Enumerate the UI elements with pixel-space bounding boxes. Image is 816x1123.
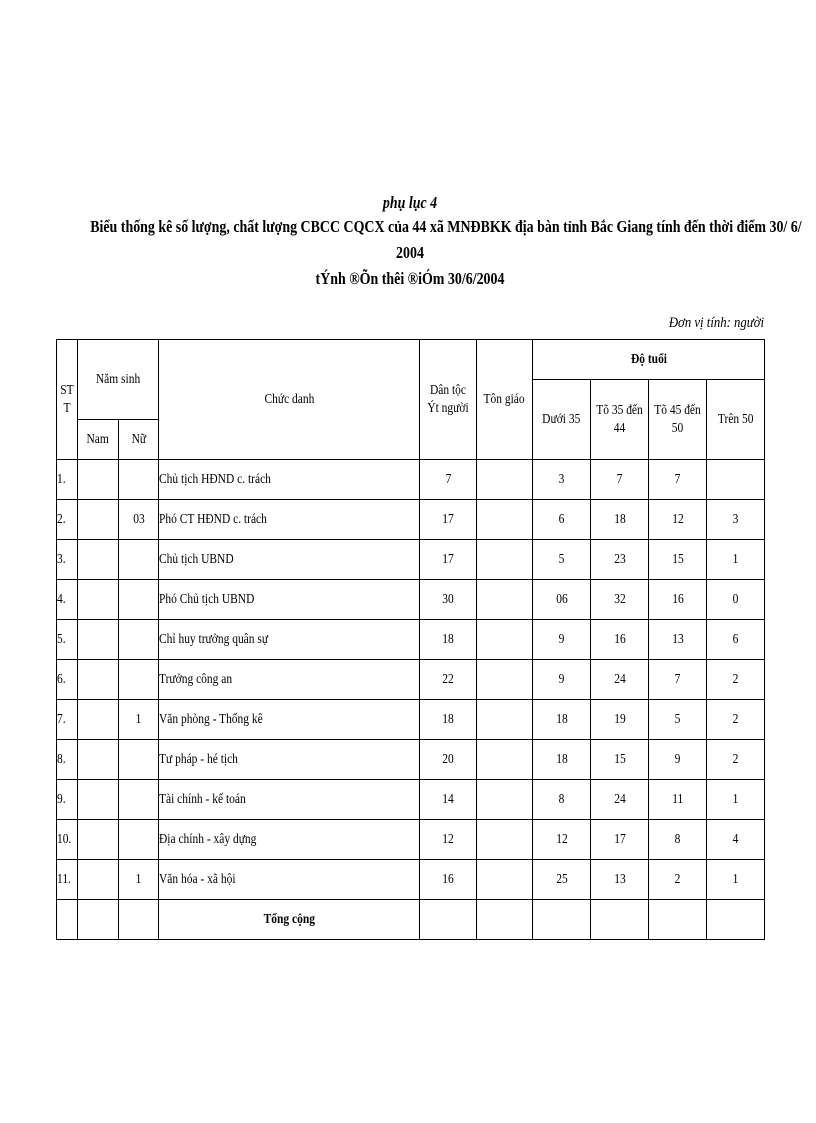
cell-tu-45 [649, 500, 707, 540]
cell-text: 9. [57, 791, 66, 807]
cell-nam [78, 820, 119, 860]
cell-nu [119, 460, 159, 500]
table-row [57, 660, 765, 700]
cell-text: 4 [732, 831, 739, 847]
cell-tu-35 [591, 460, 649, 500]
header-tren-50 [707, 380, 765, 460]
cell-tren-50 [707, 660, 765, 700]
report-date-line: tÝnh ®Õn thêi ®iÓm 30/6/2004 [315, 269, 505, 288]
cell-text: Tõ 35 đến 44 [596, 402, 643, 436]
cell-dan-toc [420, 740, 477, 780]
cell-dan-toc [420, 500, 477, 540]
cell-text: Nữ [131, 431, 146, 447]
cell-nam [78, 860, 119, 900]
cell-nam [78, 580, 119, 620]
cell-text: 6 [558, 511, 565, 527]
cell-text: 8 [674, 831, 681, 847]
report-title-year: 2004 [396, 243, 424, 262]
cell-duoi-35 [533, 820, 591, 860]
cell-text: 03 [132, 511, 145, 527]
cell-ton-giao [477, 500, 533, 540]
cell-tren-50 [707, 860, 765, 900]
header-dan-toc [420, 340, 477, 460]
cell-text: 13 [671, 631, 684, 647]
cell-stt [57, 740, 78, 780]
cell-text: 9 [674, 751, 681, 767]
cell-text: Độ tuổi [630, 351, 667, 367]
cell-text: Tôn giáo [483, 391, 526, 407]
table-row [57, 780, 765, 820]
header-tu-35-44 [591, 380, 649, 460]
cell-nu [119, 500, 159, 540]
cell-duoi-35 [533, 500, 591, 540]
cell-text: 17 [442, 511, 454, 527]
cell-chuc-danh [159, 620, 420, 660]
cell-text: Chỉ huy trưởng quân sự [159, 631, 269, 647]
cell-nu [119, 620, 159, 660]
cell-text: Chức danh [264, 391, 314, 407]
table-row [57, 860, 765, 900]
cell-text: 15 [671, 551, 684, 567]
cell-tu-45 [649, 700, 707, 740]
cell-text: Trên 50 [717, 411, 754, 427]
cell-tu-45 [649, 860, 707, 900]
cell-stt [57, 540, 78, 580]
appendix-title: phụ lục 4 [382, 193, 438, 212]
table-row [57, 540, 765, 580]
cell-text: 5 [674, 711, 681, 727]
cell-ton-giao [477, 780, 533, 820]
cell-text: Phó CT HĐND c. trách [159, 511, 267, 527]
cell-tu-45 [649, 660, 707, 700]
cell-text: 6 [732, 631, 739, 647]
cell-chuc-danh [159, 780, 420, 820]
cell-ton-giao [477, 700, 533, 740]
cell-text: 12 [671, 511, 684, 527]
cell-text: 18 [555, 751, 568, 767]
cell-nam [78, 620, 119, 660]
cell-ton-giao [477, 900, 533, 940]
cell-chuc-danh [159, 820, 420, 860]
cell-text: 7 [445, 471, 451, 487]
cell-tren-50 [707, 460, 765, 500]
cell-stt [57, 580, 78, 620]
cell-tu-45 [649, 780, 707, 820]
cell-duoi-35 [533, 700, 591, 740]
cell-ton-giao [477, 740, 533, 780]
cell-text: ST T [60, 382, 74, 416]
cell-nu [119, 780, 159, 820]
cell-nu [119, 860, 159, 900]
cell-stt [57, 660, 78, 700]
cell-text: 25 [555, 871, 568, 887]
cell-duoi-35 [533, 540, 591, 580]
cell-dan-toc [420, 540, 477, 580]
cell-text: 16 [613, 631, 626, 647]
cell-text: Văn phòng - Thống kê [159, 711, 263, 727]
cell-text: 24 [613, 671, 626, 687]
cell-chuc-danh [159, 700, 420, 740]
unit-label: Đơn vị tính: người [668, 315, 764, 331]
cell-text: 7. [57, 711, 66, 727]
cell-tu-35 [591, 740, 649, 780]
cell-tu-35 [591, 900, 649, 940]
cell-dan-toc [420, 620, 477, 660]
cell-tren-50 [707, 780, 765, 820]
cell-text: Tổng cộng [263, 911, 315, 927]
cell-duoi-35 [533, 780, 591, 820]
total-row [57, 900, 765, 940]
cell-tu-35 [591, 820, 649, 860]
header-nam [78, 420, 119, 460]
cell-dan-toc [420, 660, 477, 700]
cell-text: 0 [732, 591, 739, 607]
cell-stt [57, 620, 78, 660]
cell-text: Địa chính - xây dựng [159, 831, 257, 847]
cell-text: 8 [558, 791, 565, 807]
cell-stt [57, 780, 78, 820]
cell-tu-45 [649, 540, 707, 580]
cell-tren-50 [707, 580, 765, 620]
cell-tu-35 [591, 620, 649, 660]
cell-tren-50 [707, 700, 765, 740]
cell-tu-35 [591, 540, 649, 580]
header-nu [119, 420, 159, 460]
cell-tu-45 [649, 900, 707, 940]
cell-text: 23 [613, 551, 626, 567]
cell-chuc-danh [159, 660, 420, 700]
header-duoi-35 [533, 380, 591, 460]
cell-nu [119, 900, 159, 940]
cell-dan-toc [420, 580, 477, 620]
cell-text: Văn hóa - xã hội [159, 871, 236, 887]
cell-tren-50 [707, 500, 765, 540]
title-block [40, 192, 802, 292]
cell-nu [119, 580, 159, 620]
cell-nam [78, 540, 119, 580]
cell-stt [57, 460, 78, 500]
cell-text: 6. [57, 671, 66, 687]
cell-text: 13 [613, 871, 626, 887]
cell-dan-toc [420, 820, 477, 860]
cell-tu-45 [649, 580, 707, 620]
cell-ton-giao [477, 620, 533, 660]
table-row [57, 580, 765, 620]
cell-text: Chủ tịch HĐND c. trách [159, 471, 271, 487]
cell-nu [119, 820, 159, 860]
cell-text: 1 [732, 791, 739, 807]
cell-dan-toc [420, 700, 477, 740]
cell-text: 2 [732, 711, 739, 727]
cell-nam [78, 500, 119, 540]
cell-text: Nam [86, 431, 110, 447]
cell-duoi-35 [533, 580, 591, 620]
cell-text: Năm sinh [95, 371, 141, 387]
cell-text: 18 [613, 511, 626, 527]
cell-duoi-35 [533, 620, 591, 660]
report-title: Biểu thống kê số lượng, chất lượng CBCC CQCX của 44 xã MNĐBKK địa bàn tỉnh Bắc Giang tính đến thời điểm 30/ 6/ [90, 217, 802, 236]
cell-tren-50 [707, 740, 765, 780]
cell-text: 9 [558, 671, 565, 687]
cell-text: 11. [57, 871, 71, 887]
cell-text: 06 [555, 591, 568, 607]
cell-text: Chủ tịch UBND [159, 551, 234, 567]
cell-stt [57, 860, 78, 900]
cell-text: 2 [674, 871, 681, 887]
cell-text: 15 [613, 751, 626, 767]
cell-tu-45 [649, 620, 707, 660]
table-row [57, 460, 765, 500]
cell-chuc-danh [159, 860, 420, 900]
cell-ton-giao [477, 580, 533, 620]
cell-text: 30 [442, 591, 454, 607]
cell-ton-giao [477, 460, 533, 500]
cell-stt [57, 500, 78, 540]
cell-nam [78, 700, 119, 740]
statistics-table [56, 339, 765, 940]
header-nam-sinh [78, 340, 159, 420]
cell-ton-giao [477, 660, 533, 700]
cell-duoi-35 [533, 900, 591, 940]
cell-tren-50 [707, 620, 765, 660]
cell-text: 14 [442, 791, 454, 807]
cell-tu-35 [591, 660, 649, 700]
cell-tren-50 [707, 540, 765, 580]
cell-text: 22 [442, 671, 454, 687]
table-row [57, 620, 765, 660]
table-row [57, 700, 765, 740]
cell-text: 20 [442, 751, 454, 767]
cell-text: 1 [135, 871, 142, 887]
cell-text: 7 [616, 471, 623, 487]
cell-text: 18 [442, 631, 454, 647]
header-stt [57, 340, 78, 460]
cell-text: Dưới 35 [542, 411, 581, 427]
cell-text: 1. [57, 471, 66, 487]
cell-text: 7 [674, 671, 681, 687]
cell-text: 1 [732, 551, 739, 567]
cell-text: 2. [57, 511, 66, 527]
cell-text: 8. [57, 751, 66, 767]
cell-tu-45 [649, 460, 707, 500]
cell-text: 32 [613, 591, 626, 607]
header-do-tuoi [533, 340, 765, 380]
cell-text: 3 [558, 471, 565, 487]
cell-ton-giao [477, 820, 533, 860]
cell-stt [57, 820, 78, 860]
cell-nam [78, 740, 119, 780]
cell-duoi-35 [533, 660, 591, 700]
cell-tu-45 [649, 820, 707, 860]
cell-nam [78, 780, 119, 820]
cell-duoi-35 [533, 740, 591, 780]
cell-text: 9 [558, 631, 565, 647]
cell-duoi-35 [533, 460, 591, 500]
cell-nam [78, 900, 119, 940]
cell-text: Phó Chủ tịch UBND [159, 591, 255, 607]
cell-tren-50 [707, 900, 765, 940]
cell-dan-toc [420, 780, 477, 820]
cell-nu [119, 660, 159, 700]
cell-text: 16 [671, 591, 684, 607]
cell-duoi-35 [533, 860, 591, 900]
cell-text: 24 [613, 791, 626, 807]
cell-text: Tư pháp - hé tịch [159, 751, 238, 767]
cell-stt [57, 900, 78, 940]
cell-text: 3. [57, 551, 66, 567]
table-row [57, 740, 765, 780]
cell-tu-35 [591, 500, 649, 540]
table-row [57, 500, 765, 540]
cell-text: 1 [732, 871, 739, 887]
cell-nu [119, 700, 159, 740]
cell-text: 2 [732, 751, 739, 767]
total-label [159, 900, 420, 940]
cell-text: 5. [57, 631, 66, 647]
cell-text: Tõ 45 đến 50 [654, 402, 701, 436]
cell-chuc-danh [159, 540, 420, 580]
cell-chuc-danh [159, 580, 420, 620]
cell-text: 12 [555, 831, 568, 847]
cell-text: 10. [57, 831, 72, 847]
cell-nam [78, 460, 119, 500]
cell-text: Tài chính - kế toán [159, 791, 246, 807]
cell-tu-35 [591, 580, 649, 620]
cell-text: 4. [57, 591, 66, 607]
cell-text: 16 [442, 871, 454, 887]
cell-text: 17 [442, 551, 454, 567]
cell-ton-giao [477, 540, 533, 580]
cell-chuc-danh [159, 500, 420, 540]
cell-nu [119, 540, 159, 580]
cell-ton-giao [477, 860, 533, 900]
cell-tu-35 [591, 780, 649, 820]
cell-nu [119, 740, 159, 780]
cell-text: Dân tộc Ýt người [427, 382, 469, 416]
cell-tren-50 [707, 820, 765, 860]
cell-text: Trưởng công an [159, 671, 233, 687]
cell-text: 1 [135, 711, 142, 727]
cell-chuc-danh [159, 740, 420, 780]
cell-text: 7 [674, 471, 681, 487]
cell-dan-toc [420, 460, 477, 500]
cell-text: 19 [613, 711, 626, 727]
cell-text: 18 [555, 711, 568, 727]
cell-dan-toc [420, 860, 477, 900]
header-tu-45-50 [649, 380, 707, 460]
cell-chuc-danh [159, 460, 420, 500]
cell-text: 17 [613, 831, 626, 847]
cell-text: 2 [732, 671, 739, 687]
cell-nam [78, 660, 119, 700]
cell-dan-toc [420, 900, 477, 940]
cell-tu-45 [649, 740, 707, 780]
cell-text: 5 [558, 551, 565, 567]
cell-stt [57, 700, 78, 740]
cell-tu-35 [591, 860, 649, 900]
cell-text: 12 [442, 831, 454, 847]
cell-text: 3 [732, 511, 739, 527]
cell-text: 18 [442, 711, 454, 727]
cell-text: 11 [671, 791, 684, 807]
table-row [57, 820, 765, 860]
cell-tu-35 [591, 700, 649, 740]
header-chuc-danh [159, 340, 420, 460]
header-ton-giao [477, 340, 533, 460]
